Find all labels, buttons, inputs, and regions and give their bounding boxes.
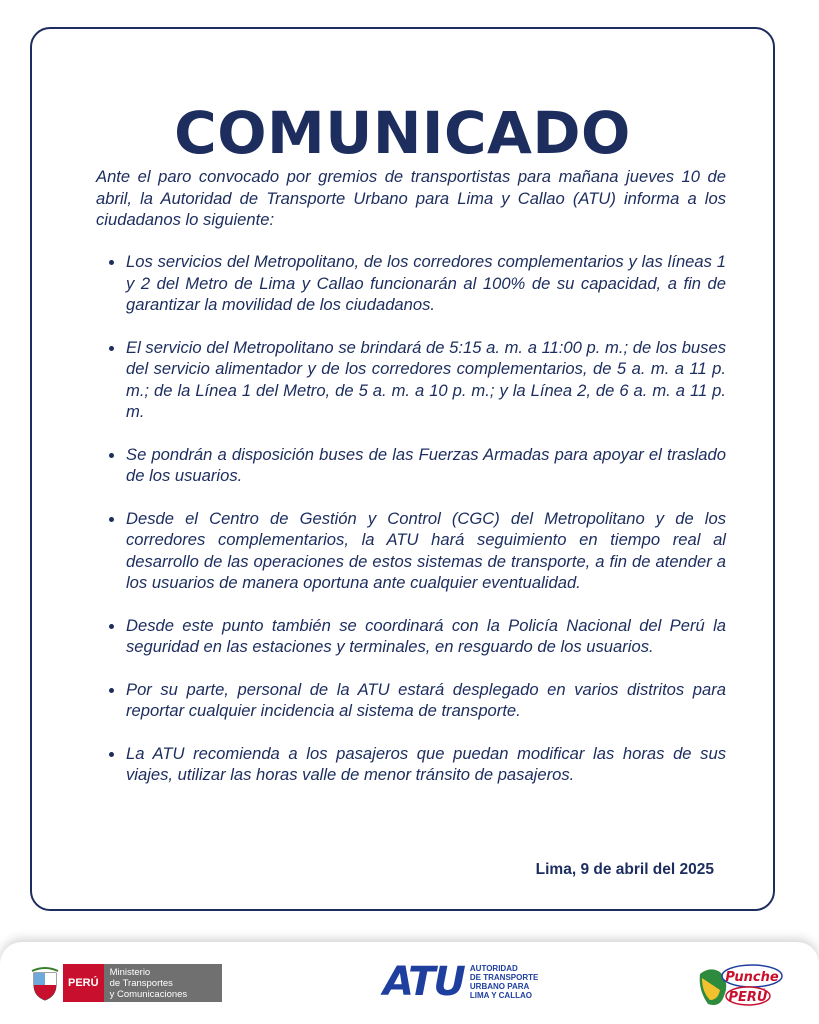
campaign-word-peru: PERÚ [728, 990, 768, 1005]
peru-label: PERÚ [63, 964, 104, 1002]
page-title: COMUNICADO [174, 99, 631, 167]
peru-coat-of-arms-icon [30, 965, 60, 1001]
atu-logo-letters: ATU [383, 959, 464, 1005]
bullet-item: El servicio del Metropolitano se brindará de 5:15 a. m. a 11:00 p. m.; de los buses del servicio alimentador y de los corredores complementarios, de 5 a. m. a 11 p. m.; de la Línea 1 del Metro, de 5 a. m. a 10 p. m.; y la Línea 2, de 6 a. m. a 11 p. m. [96, 337, 726, 423]
announcement-card [30, 27, 775, 911]
bullet-item: Los servicios del Metropolitano, de los corredores complementarios y las líneas 1 y 2 del Metro de Lima y Callao funcionarán al 100% de su capacidad, a fin de garantizar la movilidad de los ciudadanos. [96, 251, 726, 316]
campaign-word-punche: Punche [725, 970, 779, 985]
government-logo [30, 964, 222, 1002]
bullet-item: Por su parte, personal de la ATU estará desplegado en varios distritos para reportar cualquier incidencia al sistema de transporte. [96, 679, 726, 722]
bullet-item: Se pondrán a disposición buses de las Fuerzas Armadas para apoyar el traslado de los usuarios. [96, 444, 726, 487]
footer-logos [0, 942, 819, 1024]
intro-paragraph: Ante el paro convocado por gremios de transportistas para mañana jueves 10 de abril, la Autoridad de Transporte Urbano para Lima y Callao (ATU) informa a los ciudadanos lo siguiente: [96, 167, 726, 229]
atu-logo [383, 960, 538, 1004]
ministry-label: Ministerio de Transportes y Comunicaciones [104, 964, 222, 1002]
signature-date: Lima, 9 de abril del 2025 [535, 861, 714, 878]
atu-logo-text: AUTORIDAD DE TRANSPORTE URBANO PARA LIMA Y CALLAO [469, 964, 539, 1000]
bullet-item: Desde este punto también se coordinará con la Policía Nacional del Perú la seguridad en las estaciones y terminales, en resguardo de los usuarios. [96, 615, 726, 658]
punche-peru-logo [690, 960, 785, 1010]
bullet-list [96, 251, 726, 786]
bullet-item: Desde el Centro de Gestión y Control (CGC) del Metropolitano y de los corredores complementarios, la ATU hará seguimiento en tiempo real al desarrollo de las operaciones de estos sistemas de transporte, a fin de atender a los usuarios de manera oportuna ante cualquier eventualidad. [96, 508, 726, 594]
bullet-item: La ATU recomienda a los pasajeros que puedan modificar las horas de sus viajes, utilizar las horas valle de menor tránsito de pasajeros. [96, 743, 726, 786]
